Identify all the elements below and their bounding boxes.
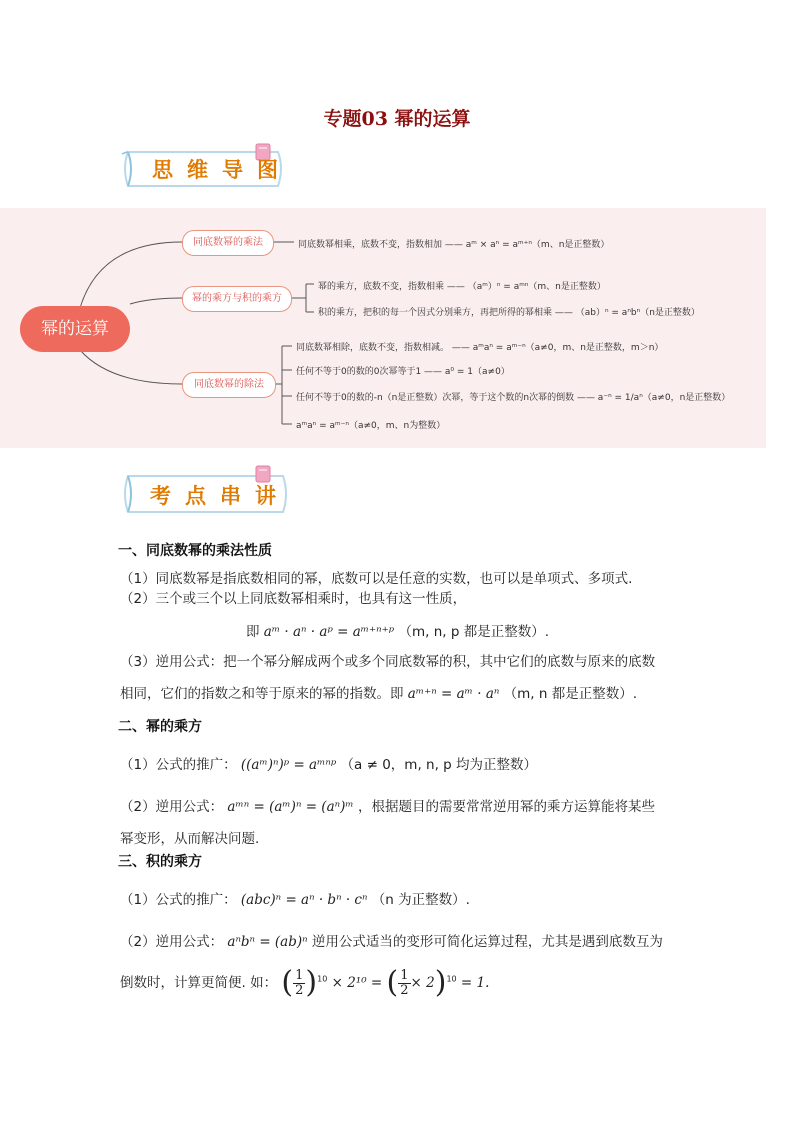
left-paren: ( [281,965,294,1000]
key-points-banner-text: 考点串讲 [150,483,290,508]
formula-condition: （m, n 都是正整数）. [503,686,638,702]
mind-map-root: 幂的运算 [20,306,130,352]
leaf-power-rule: 幂的乘方，底数不变，指数相乘 —— （aᵐ）ⁿ = aᵐⁿ（m、n是正整数） [318,282,606,292]
formula-condition: （m, n, p 都是正整数）. [398,624,550,640]
section-1-p4: （3）逆用公式：把一个幂分解成两个或多个同底数幂的积，其中它们的底数与原来的底数 [120,654,656,670]
section-3-heading: 三、积的乘方 [118,854,202,870]
mind-map-banner-text: 思维导图 [152,157,292,182]
numerator: 1 [295,967,304,983]
formula: aⁿbⁿ = (ab)ⁿ [227,934,308,950]
section-3-example [120,965,490,1000]
leaf-multiplication-rule: 同底数幂相乘，底数不变，指数相加 —— aᵐ × aⁿ = aᵐ⁺ⁿ（m、n是正整数） [298,240,610,250]
formula-prefix: 即 [246,624,260,640]
text: 逆用公式适当的变形可简化运算过程，尤其是遇到底数互为 [311,934,663,950]
section-2-heading: 二、幂的乘方 [118,719,202,735]
numerator: 1 [400,967,409,983]
text: 相同，它们的指数之和等于原来的幂的指数。即 [120,686,404,702]
section-2-p2 [120,795,655,815]
text: 倒数时，计算更简便. 如： [120,975,278,991]
denominator: 2 [295,982,304,998]
formula: (abc)ⁿ = aⁿ · bⁿ · cⁿ [240,892,368,908]
text: ，根据题目的需要常常逆用幂的乘方运算能将某些 [357,799,655,815]
formula: aᵐ · aⁿ · aᵖ = aᵐ⁺ⁿ⁺ᵖ [263,624,395,640]
formula: × 2 [410,975,435,991]
exponent: 10 [317,974,328,984]
node-same-base-division: 同底数幂的除法 [182,372,276,398]
formula-condition: （a ≠ 0，m, n, p 均为正整数） [340,757,538,773]
section-1-p1: （1）同底数幂是指底数相同的幂，底数可以是任意的实数，也可以是单项式、多项式. [120,571,633,587]
text: （2）逆用公式： [120,934,224,950]
formula: aᵐ⁺ⁿ = aᵐ · aⁿ [407,686,500,702]
node-same-base-multiplication: 同底数幂的乘法 [182,230,274,256]
formula: = 1. [460,975,490,991]
leaf-product-power-rule: 积的乘方，把积的每一个因式分别乘方，再把所得的幂相乘 —— （ab）ⁿ = aⁿbⁿ（n是正整数） [318,308,700,318]
formula: aᵐⁿ = (aᵐ)ⁿ = (aⁿ)ᵐ [227,799,354,815]
page-title: 专题03 幂的运算 [323,108,471,130]
node-power-of-power: 幂的乘方与积的乘方 [182,286,292,312]
leaf-division-rule: 同底数幂相除，底数不变，指数相减。 —— aᵐaⁿ = aᵐ⁻ⁿ（a≠0，m、n是正整数，m＞n） [296,343,664,353]
formula: ((aᵐ)ⁿ)ᵖ = aᵐⁿᵖ [240,757,337,773]
fraction [293,969,305,998]
text: （1）公式的推广： [120,757,237,773]
leaf-integer-division-rule: aᵐaⁿ = aᵐ⁻ⁿ（a≠0，m、n为整数） [296,421,446,431]
section-1-p2: （2）三个或三个以上同底数幂相乘时，也具有这一性质， [120,591,467,607]
exponent: 10 [446,974,457,984]
leaf-negative-power-rule: 任何不等于0的数的-n（n是正整数）次幂，等于这个数的n次幂的倒数 —— a⁻ⁿ = 1/aⁿ（a≠0，n是正整数） [296,393,731,403]
text: （2）逆用公式： [120,799,224,815]
section-1-p5 [120,682,637,702]
section-3-p1 [120,888,470,908]
fraction [398,969,410,998]
section-2-p3: 幂变形，从而解决问题. [120,831,260,847]
right-paren: ) [305,965,318,1000]
section-2-p1 [120,753,537,773]
formula-condition: （n 为正整数）. [371,892,470,908]
section-3-p2 [120,930,663,950]
formula: × 2¹⁰ = [331,975,383,991]
right-paren: ) [434,965,447,1000]
section-1-formula-line [246,620,549,640]
text: （1）公式的推广： [120,892,237,908]
mind-map-banner [118,142,292,194]
denominator: 2 [400,982,409,998]
left-paren: ( [386,965,399,1000]
key-points-banner [118,464,293,520]
section-1-heading: 一、同底数幂的乘法性质 [118,543,272,559]
leaf-zero-power-rule: 任何不等于0的数的0次幂等于1 —— a⁰ = 1（a≠0） [296,367,510,377]
